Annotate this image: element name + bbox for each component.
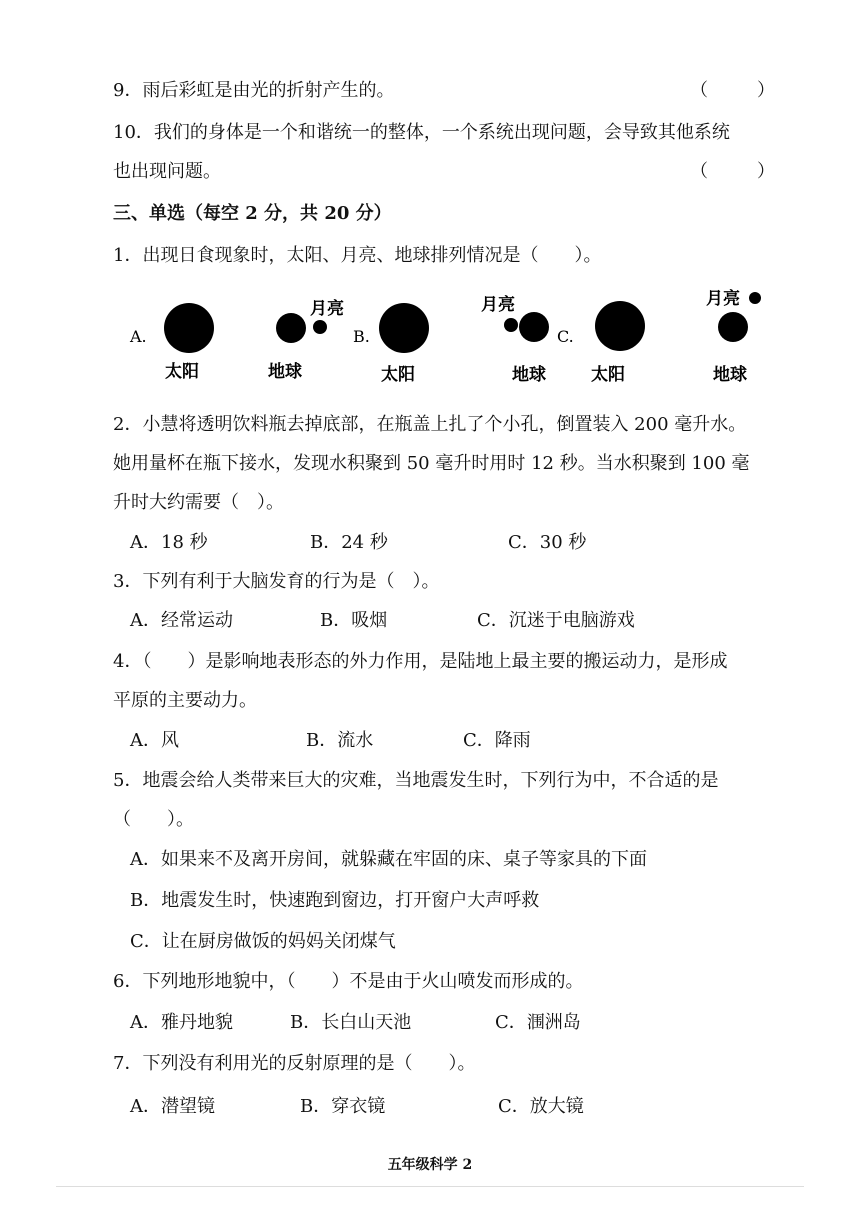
mcq-5-line-1: 5．地震会给人类带来巨大的灾难，当地震发生时，下列行为中，不合适的是 xyxy=(113,770,719,791)
mcq-4-line-1: 4．（ ）是影响地表形态的外力作用，是陆地上最主要的搬运动力，是形成 xyxy=(113,651,728,672)
mcq-6-option-b: B．长白山天池 xyxy=(290,1012,412,1033)
mcq-6-option-c: C．涠洲岛 xyxy=(495,1012,581,1033)
mcq-3-option-a: A．经常运动 xyxy=(130,610,233,631)
mcq-7-option-c: C．放大镜 xyxy=(498,1096,584,1117)
mcq-1-stem: 1．出现日食现象时，太阳、月亮、地球排列情况是（ ）。 xyxy=(113,245,602,266)
mcq-2-line-2: 她用量杯在瓶下接水，发现水积聚到 50 毫升时用时 12 秒。当水积聚到 100 毫 xyxy=(113,453,750,474)
earth-label: 地球 xyxy=(268,362,302,382)
mcq-2-line-1: 2．小慧将透明饮料瓶去掉底部，在瓶盖上扎了个小孔，倒置装入 200 毫升水。 xyxy=(113,414,747,435)
answer-bracket-open: （ xyxy=(690,161,708,182)
page-divider xyxy=(56,1186,804,1187)
answer-bracket-close: ） xyxy=(757,80,775,101)
option-c-label: C. xyxy=(557,327,574,346)
mcq-2-option-c: C．30 秒 xyxy=(508,532,587,553)
mcq-2-line-3: 升时大约需要（ ）。 xyxy=(113,492,284,513)
mcq-6-option-a: A．雅丹地貌 xyxy=(130,1012,233,1033)
option-a-label: A. xyxy=(130,327,147,346)
earth-circle xyxy=(276,313,306,343)
earth-circle xyxy=(718,312,748,342)
sun-circle xyxy=(164,303,214,353)
page-footer: 五年级科学 2 xyxy=(387,1157,473,1173)
mcq-3-option-b: B．吸烟 xyxy=(320,610,388,631)
sun-label: 太阳 xyxy=(591,365,625,385)
moon-circle xyxy=(504,318,518,332)
mcq-2-option-a: A．18 秒 xyxy=(130,532,208,553)
mcq-7-option-a: A．潜望镜 xyxy=(130,1096,215,1117)
mcq-7-stem: 7．下列没有利用光的反射原理的是（ ）。 xyxy=(113,1053,476,1074)
question-10-line-1: 10．我们的身体是一个和谐统一的整体，一个系统出现问题，会导致其他系统 xyxy=(113,122,730,143)
mcq-6-stem: 6．下列地形地貌中，（ ）不是由于火山喷发而形成的。 xyxy=(113,971,584,992)
answer-bracket-close: ） xyxy=(757,161,775,182)
moon-label: 月亮 xyxy=(481,295,515,315)
question-10-line-2: 也出现问题。 xyxy=(113,161,221,182)
moon-label: 月亮 xyxy=(706,289,740,309)
mcq-5-option-c: C．让在厨房做饭的妈妈关闭煤气 xyxy=(130,931,396,952)
earth-circle xyxy=(519,312,549,342)
mcq-5-option-b: B．地震发生时，快速跑到窗边，打开窗户大声呼救 xyxy=(130,890,540,911)
sun-circle xyxy=(379,303,429,353)
mcq-4-option-a: A．风 xyxy=(130,730,179,751)
mcq-7-option-b: B．穿衣镜 xyxy=(300,1096,386,1117)
option-b-label: B. xyxy=(353,327,370,346)
earth-label: 地球 xyxy=(512,365,546,385)
mcq-4-line-2: 平原的主要动力。 xyxy=(113,690,257,711)
mcq-5-line-2: （ ）。 xyxy=(113,809,194,830)
mcq-4-option-c: C．降雨 xyxy=(463,730,531,751)
sun-circle xyxy=(595,301,645,351)
earth-label: 地球 xyxy=(713,365,747,385)
sun-label: 太阳 xyxy=(165,362,199,382)
mcq-4-option-b: B．流水 xyxy=(306,730,374,751)
mcq-2-option-b: B．24 秒 xyxy=(310,532,388,553)
moon-circle xyxy=(749,292,761,304)
mcq-3-stem: 3．下列有利于大脑发育的行为是（ ）。 xyxy=(113,571,440,592)
moon-label: 月亮 xyxy=(310,299,344,319)
mcq-5-option-a: A．如果来不及离开房间，就躲藏在牢固的床、桌子等家具的下面 xyxy=(130,849,647,870)
mcq-3-option-c: C．沉迷于电脑游戏 xyxy=(477,610,635,631)
moon-circle xyxy=(313,320,327,334)
sun-label: 太阳 xyxy=(381,365,415,385)
question-9: 9．雨后彩虹是由光的折射产生的。 xyxy=(113,80,395,101)
section-3-heading: 三、单选（每空 2 分，共 20 分） xyxy=(113,203,392,224)
eclipse-diagram xyxy=(0,280,860,390)
answer-bracket-open: （ xyxy=(690,80,708,101)
